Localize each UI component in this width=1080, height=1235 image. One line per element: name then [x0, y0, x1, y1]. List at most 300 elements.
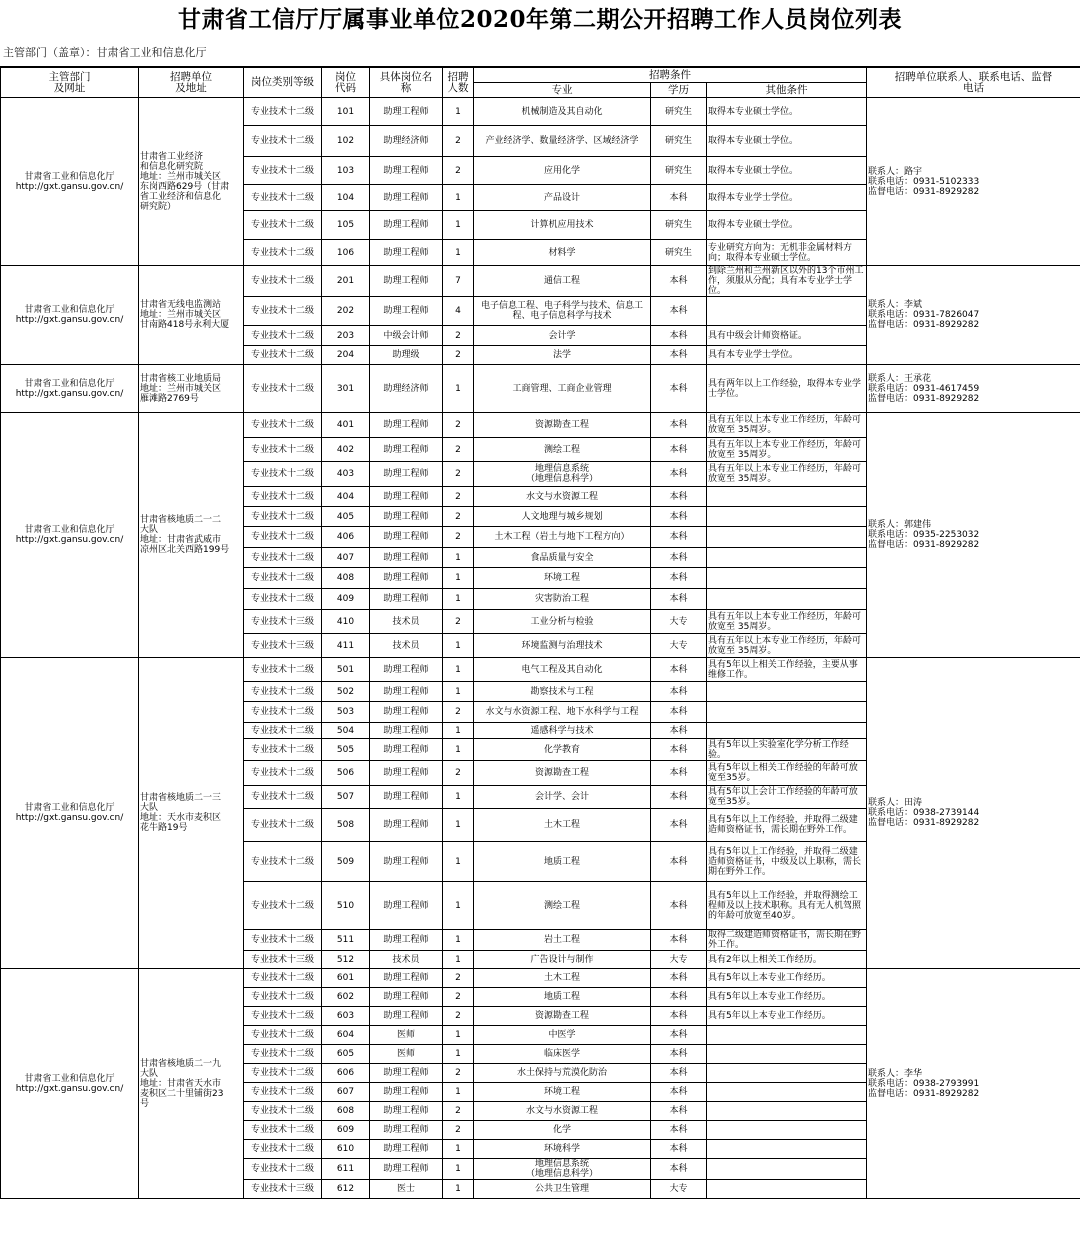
- count-cell: 1: [443, 548, 474, 568]
- category-cell: 专业技术十二级: [244, 346, 322, 365]
- code-cell: 606: [322, 1064, 370, 1083]
- other-conditions-cell: 取得本专业硕士学位。: [707, 126, 867, 157]
- code-cell: 609: [322, 1121, 370, 1140]
- count-cell: 1: [443, 842, 474, 882]
- other-conditions-cell: [707, 702, 867, 723]
- other-conditions-cell: [707, 1140, 867, 1159]
- table-row: [1, 365, 1080, 413]
- education-cell: 本科: [651, 1026, 707, 1045]
- major-cell: 遥感科学与技术: [474, 723, 651, 739]
- major-cell: 应用化学: [474, 157, 651, 185]
- education-cell: 本科: [651, 438, 707, 462]
- category-cell: 专业技术十二级: [244, 969, 322, 988]
- other-conditions-cell: [707, 1045, 867, 1064]
- code-cell: 101: [322, 98, 370, 126]
- position-name-cell: 助理工程师: [370, 969, 443, 988]
- education-cell: 本科: [651, 786, 707, 809]
- department-cell: 甘肃省工业和信息化厅 http://gxt.gansu.gov.cn/: [1, 413, 139, 658]
- category-cell: 专业技术十二级: [244, 842, 322, 882]
- education-cell: 本科: [651, 969, 707, 988]
- major-cell: 化学教育: [474, 739, 651, 761]
- category-cell: 专业技术十二级: [244, 185, 322, 211]
- count-cell: 2: [443, 702, 474, 723]
- count-cell: 2: [443, 413, 474, 438]
- category-cell: 专业技术十二级: [244, 548, 322, 568]
- header-education: 学历: [651, 83, 707, 98]
- other-conditions-cell: [707, 487, 867, 507]
- code-cell: 611: [322, 1159, 370, 1180]
- code-cell: 403: [322, 462, 370, 487]
- department-cell: 甘肃省工业和信息化厅 http://gxt.gansu.gov.cn/: [1, 98, 139, 266]
- code-cell: 409: [322, 589, 370, 610]
- category-cell: 专业技术十二级: [244, 326, 322, 346]
- major-cell: 环境工程: [474, 568, 651, 589]
- category-cell: 专业技术十二级: [244, 568, 322, 589]
- other-conditions-cell: 具有五年以上本专业工作经历，年龄可放宽至 35周岁。: [707, 610, 867, 634]
- other-conditions-cell: 专业研究方向为：无机非金属材料方向；取得本专业硕士学位。: [707, 240, 867, 266]
- count-cell: 2: [443, 1007, 474, 1026]
- other-conditions-cell: 具有五年以上本专业工作经历，年龄可放宽至 35周岁。: [707, 462, 867, 487]
- category-cell: 专业技术十二级: [244, 211, 322, 240]
- position-name-cell: 助理工程师: [370, 211, 443, 240]
- supervision-phone: 监督电话：0931-8929282: [868, 393, 980, 404]
- count-cell: 2: [443, 462, 474, 487]
- contact-cell: [867, 266, 1080, 365]
- other-conditions-cell: 具有五年以上本专业工作经历，年龄可放宽至 35周岁。: [707, 634, 867, 658]
- education-cell: 本科: [651, 930, 707, 951]
- count-cell: 1: [443, 1083, 474, 1102]
- education-cell: 研究生: [651, 126, 707, 157]
- position-name-cell: 技术员: [370, 634, 443, 658]
- education-cell: 本科: [651, 548, 707, 568]
- major-cell: 土木工程: [474, 809, 651, 842]
- other-conditions-cell: 具有5年以上工作经验，并取得二级建造师资格证书，需长期在野外工作。: [707, 809, 867, 842]
- code-cell: 601: [322, 969, 370, 988]
- code-cell: 610: [322, 1140, 370, 1159]
- category-cell: 专业技术十二级: [244, 723, 322, 739]
- major-cell: 测绘工程: [474, 438, 651, 462]
- education-cell: 本科: [651, 507, 707, 527]
- education-cell: 研究生: [651, 157, 707, 185]
- code-cell: 602: [322, 988, 370, 1007]
- other-conditions-cell: [707, 1121, 867, 1140]
- category-cell: 专业技术十二级: [244, 1121, 322, 1140]
- position-name-cell: 助理工程师: [370, 297, 443, 326]
- education-cell: 本科: [651, 346, 707, 365]
- contact-cell: [867, 658, 1080, 969]
- count-cell: 1: [443, 951, 474, 969]
- category-cell: 专业技术十二级: [244, 761, 322, 786]
- other-conditions-cell: 具有2年以上相关工作经历。: [707, 951, 867, 969]
- education-cell: 本科: [651, 413, 707, 438]
- header-contact: 招聘单位联系人、联系电话、监督 电话: [867, 68, 1080, 98]
- code-cell: 407: [322, 548, 370, 568]
- major-cell: 资源勘查工程: [474, 413, 651, 438]
- count-cell: 4: [443, 297, 474, 326]
- count-cell: 1: [443, 809, 474, 842]
- contact-cell: [867, 98, 1080, 266]
- category-cell: 专业技术十二级: [244, 1140, 322, 1159]
- code-cell: 201: [322, 266, 370, 297]
- unit-cell: 甘肃省核工业地质局 地址：兰州市城关区 雁滩路2769号: [139, 365, 244, 413]
- category-cell: 专业技术十二级: [244, 930, 322, 951]
- code-cell: 506: [322, 761, 370, 786]
- code-cell: 509: [322, 842, 370, 882]
- category-cell: 专业技术十二级: [244, 702, 322, 723]
- education-cell: 本科: [651, 1102, 707, 1121]
- code-cell: 401: [322, 413, 370, 438]
- category-cell: 专业技术十二级: [244, 365, 322, 413]
- count-cell: 2: [443, 126, 474, 157]
- category-cell: 专业技术十二级: [244, 240, 322, 266]
- other-conditions-cell: [707, 548, 867, 568]
- header-count: 招聘 人数: [443, 68, 474, 98]
- contact-cell: [867, 365, 1080, 413]
- count-cell: 1: [443, 682, 474, 702]
- count-cell: 2: [443, 761, 474, 786]
- position-name-cell: 助理工程师: [370, 157, 443, 185]
- other-conditions-cell: 具有5年以上本专业工作经历。: [707, 988, 867, 1007]
- other-conditions-cell: [707, 1180, 867, 1199]
- position-name-cell: 技术员: [370, 951, 443, 969]
- education-cell: 本科: [651, 527, 707, 548]
- position-name-cell: 助理工程师: [370, 1083, 443, 1102]
- table-row: [1, 969, 1080, 988]
- position-name-cell: 助理工程师: [370, 761, 443, 786]
- position-name-cell: 助理工程师: [370, 786, 443, 809]
- code-cell: 103: [322, 157, 370, 185]
- department-cell: 甘肃省工业和信息化厅 http://gxt.gansu.gov.cn/: [1, 658, 139, 969]
- count-cell: 2: [443, 438, 474, 462]
- education-cell: 本科: [651, 1045, 707, 1064]
- major-cell: 法学: [474, 346, 651, 365]
- unit-cell: 甘肃省核地质二一九 大队 地址：甘肃省天水市 麦积区二十里铺街23 号: [139, 969, 244, 1199]
- unit-cell: 甘肃省核地质二一二 大队 地址：甘肃省武威市 凉州区北关西路199号: [139, 413, 244, 658]
- position-name-cell: 助理工程师: [370, 809, 443, 842]
- code-cell: 410: [322, 610, 370, 634]
- code-cell: 202: [322, 297, 370, 326]
- major-cell: 中医学: [474, 1026, 651, 1045]
- code-cell: 605: [322, 1045, 370, 1064]
- position-name-cell: 医士: [370, 1180, 443, 1199]
- education-cell: 本科: [651, 568, 707, 589]
- major-cell: 地质工程: [474, 988, 651, 1007]
- table-row: [1, 413, 1080, 438]
- other-conditions-cell: 到除兰州和兰州新区以外的13个市州工作，须服从分配；具有本专业学士学位。: [707, 266, 867, 297]
- count-cell: 1: [443, 634, 474, 658]
- count-cell: 2: [443, 507, 474, 527]
- education-cell: 研究生: [651, 240, 707, 266]
- major-cell: 人文地理与城乡规划: [474, 507, 651, 527]
- education-cell: 本科: [651, 462, 707, 487]
- position-name-cell: 中级会计师: [370, 326, 443, 346]
- department-cell: 甘肃省工业和信息化厅 http://gxt.gansu.gov.cn/: [1, 365, 139, 413]
- major-cell: 电子信息工程、电子科学与技术、信息工程、电子信息科学与技术: [474, 297, 651, 326]
- code-cell: 408: [322, 568, 370, 589]
- contact-person: 联系人：田涛: [868, 798, 923, 808]
- position-name-cell: 助理工程师: [370, 487, 443, 507]
- count-cell: 7: [443, 266, 474, 297]
- count-cell: 1: [443, 1159, 474, 1180]
- major-cell: 机械制造及其自动化: [474, 98, 651, 126]
- major-cell: 测绘工程: [474, 882, 651, 930]
- major-cell: 环境工程: [474, 1083, 651, 1102]
- education-cell: 本科: [651, 326, 707, 346]
- other-conditions-cell: [707, 1083, 867, 1102]
- category-cell: 专业技术十二级: [244, 1102, 322, 1121]
- header-conditions: 招聘条件: [474, 68, 867, 83]
- major-cell: 计算机应用技术: [474, 211, 651, 240]
- count-cell: 2: [443, 988, 474, 1007]
- position-name-cell: 助理工程师: [370, 413, 443, 438]
- education-cell: 本科: [651, 487, 707, 507]
- other-conditions-cell: 具有本专业学士学位。: [707, 346, 867, 365]
- position-name-cell: 助理工程师: [370, 1121, 443, 1140]
- education-cell: 本科: [651, 842, 707, 882]
- other-conditions-cell: [707, 723, 867, 739]
- other-conditions-cell: [707, 589, 867, 610]
- category-cell: 专业技术十二级: [244, 527, 322, 548]
- category-cell: 专业技术十二级: [244, 1159, 322, 1180]
- category-cell: 专业技术十三级: [244, 610, 322, 634]
- count-cell: 1: [443, 365, 474, 413]
- major-cell: 工商管理、工商企业管理: [474, 365, 651, 413]
- position-name-cell: 助理工程师: [370, 1140, 443, 1159]
- major-cell: 资源勘查工程: [474, 761, 651, 786]
- category-cell: 专业技术十二级: [244, 809, 322, 842]
- positions-table: [0, 67, 1080, 1199]
- contact-phone: 联系电话：0935-2253032: [868, 530, 980, 540]
- code-cell: 505: [322, 739, 370, 761]
- contact-person: 联系人：王承花: [868, 373, 932, 384]
- major-cell: 材料学: [474, 240, 651, 266]
- major-cell: 灾害防治工程: [474, 589, 651, 610]
- other-conditions-cell: 具有5年以上实验室化学分析工作经验。: [707, 739, 867, 761]
- other-conditions-cell: 具有5年以上本专业工作经历。: [707, 969, 867, 988]
- code-cell: 405: [322, 507, 370, 527]
- major-cell: 地理信息系统 （地理信息科学）: [474, 462, 651, 487]
- code-cell: 511: [322, 930, 370, 951]
- education-cell: 研究生: [651, 211, 707, 240]
- position-name-cell: 助理工程师: [370, 682, 443, 702]
- category-cell: 专业技术十二级: [244, 1064, 322, 1083]
- header-category: 岗位类别等级: [244, 68, 322, 98]
- other-conditions-cell: 具有五年以上本专业工作经历，年龄可放宽至 35周岁。: [707, 413, 867, 438]
- education-cell: 本科: [651, 1083, 707, 1102]
- other-conditions-cell: [707, 297, 867, 326]
- education-cell: 本科: [651, 185, 707, 211]
- code-cell: 404: [322, 487, 370, 507]
- count-cell: 2: [443, 487, 474, 507]
- table-row: [1, 658, 1080, 682]
- category-cell: 专业技术十三级: [244, 634, 322, 658]
- code-cell: 604: [322, 1026, 370, 1045]
- header-position-name: 具体岗位名 称: [370, 68, 443, 98]
- other-conditions-cell: 具有5年以上工作经验，并取得测绘工程师及以上技术职称。具有无人机驾照的年龄可放宽至40岁。: [707, 882, 867, 930]
- category-cell: 专业技术十二级: [244, 589, 322, 610]
- education-cell: 本科: [651, 266, 707, 297]
- major-cell: 产品设计: [474, 185, 651, 211]
- major-cell: 土木工程（岩土与地下工程方向）: [474, 527, 651, 548]
- position-name-cell: 助理工程师: [370, 930, 443, 951]
- other-conditions-cell: 具有中级会计师资格证。: [707, 326, 867, 346]
- major-cell: 会计学: [474, 326, 651, 346]
- education-cell: 本科: [651, 882, 707, 930]
- count-cell: 1: [443, 1045, 474, 1064]
- education-cell: 大专: [651, 634, 707, 658]
- position-name-cell: 助理经济师: [370, 126, 443, 157]
- code-cell: 507: [322, 786, 370, 809]
- major-cell: 工业分析与检验: [474, 610, 651, 634]
- major-cell: 环境监测与治理技术: [474, 634, 651, 658]
- category-cell: 专业技术十二级: [244, 507, 322, 527]
- count-cell: 2: [443, 157, 474, 185]
- position-name-cell: 助理工程师: [370, 266, 443, 297]
- count-cell: 1: [443, 589, 474, 610]
- count-cell: 1: [443, 882, 474, 930]
- major-cell: 食品质量与安全: [474, 548, 651, 568]
- other-conditions-cell: 取得二级建造师资格证书，需长期在野外工作。: [707, 930, 867, 951]
- category-cell: 专业技术十二级: [244, 882, 322, 930]
- position-name-cell: 助理工程师: [370, 658, 443, 682]
- position-name-cell: 助理工程师: [370, 462, 443, 487]
- count-cell: 2: [443, 326, 474, 346]
- other-conditions-cell: 取得本专业硕士学位。: [707, 211, 867, 240]
- count-cell: 1: [443, 98, 474, 126]
- contact-person: 联系人：李斌: [868, 300, 923, 310]
- code-cell: 503: [322, 702, 370, 723]
- other-conditions-cell: 取得本专业硕士学位。: [707, 98, 867, 126]
- code-cell: 607: [322, 1083, 370, 1102]
- count-cell: 1: [443, 786, 474, 809]
- count-cell: 2: [443, 1102, 474, 1121]
- other-conditions-cell: [707, 1159, 867, 1180]
- major-cell: 化学: [474, 1121, 651, 1140]
- count-cell: 1: [443, 568, 474, 589]
- education-cell: 本科: [651, 988, 707, 1007]
- category-cell: 专业技术十二级: [244, 438, 322, 462]
- major-cell: 水文与水资源工程: [474, 487, 651, 507]
- position-name-cell: 助理工程师: [370, 438, 443, 462]
- position-name-cell: 助理工程师: [370, 723, 443, 739]
- position-name-cell: 助理工程师: [370, 98, 443, 126]
- position-name-cell: 助理工程师: [370, 527, 443, 548]
- other-conditions-cell: 具有5年以上会计工作经验的年龄可放宽至35岁。: [707, 786, 867, 809]
- supervision-phone: 监督电话：0931-8929282: [868, 540, 980, 550]
- education-cell: 本科: [651, 1140, 707, 1159]
- major-cell: 水文与水资源工程、地下水科学与工程: [474, 702, 651, 723]
- other-conditions-cell: 具有5年以上相关工作经验的年龄可放宽至35岁。: [707, 761, 867, 786]
- major-cell: 资源勘查工程: [474, 1007, 651, 1026]
- position-name-cell: 助理工程师: [370, 1064, 443, 1083]
- supervision-phone: 监督电话：0931-8929282: [868, 186, 980, 197]
- supervision-phone: 监督电话：0931-8929282: [868, 320, 980, 330]
- header-other: 其他条件: [707, 83, 867, 98]
- contact-person: 联系人：李华: [868, 1068, 923, 1079]
- other-conditions-cell: 具有5年以上本专业工作经历。: [707, 1007, 867, 1026]
- contact-person: 联系人：路宇: [868, 166, 923, 177]
- category-cell: 专业技术十二级: [244, 1083, 322, 1102]
- other-conditions-cell: 具有5年以上相关工作经验，主要从事维修工作。: [707, 658, 867, 682]
- count-cell: 2: [443, 969, 474, 988]
- major-cell: 地理信息系统 （地理信息科学）: [474, 1159, 651, 1180]
- code-cell: 411: [322, 634, 370, 658]
- count-cell: 2: [443, 346, 474, 365]
- count-cell: 1: [443, 930, 474, 951]
- category-cell: 专业技术十二级: [244, 658, 322, 682]
- position-name-cell: 技术员: [370, 610, 443, 634]
- code-cell: 612: [322, 1180, 370, 1199]
- education-cell: 大专: [651, 1180, 707, 1199]
- other-conditions-cell: [707, 1102, 867, 1121]
- code-cell: 608: [322, 1102, 370, 1121]
- major-cell: 地质工程: [474, 842, 651, 882]
- major-cell: 环境科学: [474, 1140, 651, 1159]
- code-cell: 402: [322, 438, 370, 462]
- position-name-cell: 助理工程师: [370, 185, 443, 211]
- count-cell: 1: [443, 1180, 474, 1199]
- major-cell: 临床医学: [474, 1045, 651, 1064]
- education-cell: 本科: [651, 702, 707, 723]
- position-name-cell: 助理工程师: [370, 1159, 443, 1180]
- contact-cell: [867, 969, 1080, 1199]
- count-cell: 1: [443, 658, 474, 682]
- category-cell: 专业技术十二级: [244, 297, 322, 326]
- code-cell: 105: [322, 211, 370, 240]
- major-cell: 通信工程: [474, 266, 651, 297]
- header-unit: 招聘单位 及地址: [139, 68, 244, 98]
- position-name-cell: 助理工程师: [370, 240, 443, 266]
- count-cell: 1: [443, 1140, 474, 1159]
- major-cell: 电气工程及其自动化: [474, 658, 651, 682]
- contact-phone: 联系电话：0931-4617459: [868, 383, 980, 394]
- position-name-cell: 助理工程师: [370, 882, 443, 930]
- major-cell: 岩土工程: [474, 930, 651, 951]
- major-cell: 会计学、会计: [474, 786, 651, 809]
- category-cell: 专业技术十二级: [244, 1045, 322, 1064]
- category-cell: 专业技术十二级: [244, 786, 322, 809]
- position-name-cell: 助理工程师: [370, 1102, 443, 1121]
- count-cell: 1: [443, 1026, 474, 1045]
- education-cell: 本科: [651, 761, 707, 786]
- count-cell: 1: [443, 240, 474, 266]
- other-conditions-cell: [707, 507, 867, 527]
- count-cell: 1: [443, 723, 474, 739]
- category-cell: 专业技术十三级: [244, 951, 322, 969]
- code-cell: 406: [322, 527, 370, 548]
- education-cell: 本科: [651, 809, 707, 842]
- category-cell: 专业技术十二级: [244, 157, 322, 185]
- education-cell: 研究生: [651, 98, 707, 126]
- code-cell: 106: [322, 240, 370, 266]
- header-major: 专业: [474, 83, 651, 98]
- education-cell: 本科: [651, 658, 707, 682]
- category-cell: 专业技术十二级: [244, 266, 322, 297]
- unit-cell: 甘肃省核地质二一三 大队 地址：天水市麦积区 花牛路19号: [139, 658, 244, 969]
- unit-cell: 甘肃省无线电监测站 地址：兰州市城关区 甘南路418号永利大厦: [139, 266, 244, 365]
- position-name-cell: 助理工程师: [370, 702, 443, 723]
- education-cell: 本科: [651, 682, 707, 702]
- contact-person: 联系人：郭建伟: [868, 520, 932, 530]
- position-name-cell: 助理级: [370, 346, 443, 365]
- other-conditions-cell: [707, 1064, 867, 1083]
- count-cell: 2: [443, 1064, 474, 1083]
- position-name-cell: 助理工程师: [370, 842, 443, 882]
- code-cell: 104: [322, 185, 370, 211]
- major-cell: 勘察技术与工程: [474, 682, 651, 702]
- code-cell: 203: [322, 326, 370, 346]
- contact-cell: [867, 413, 1080, 658]
